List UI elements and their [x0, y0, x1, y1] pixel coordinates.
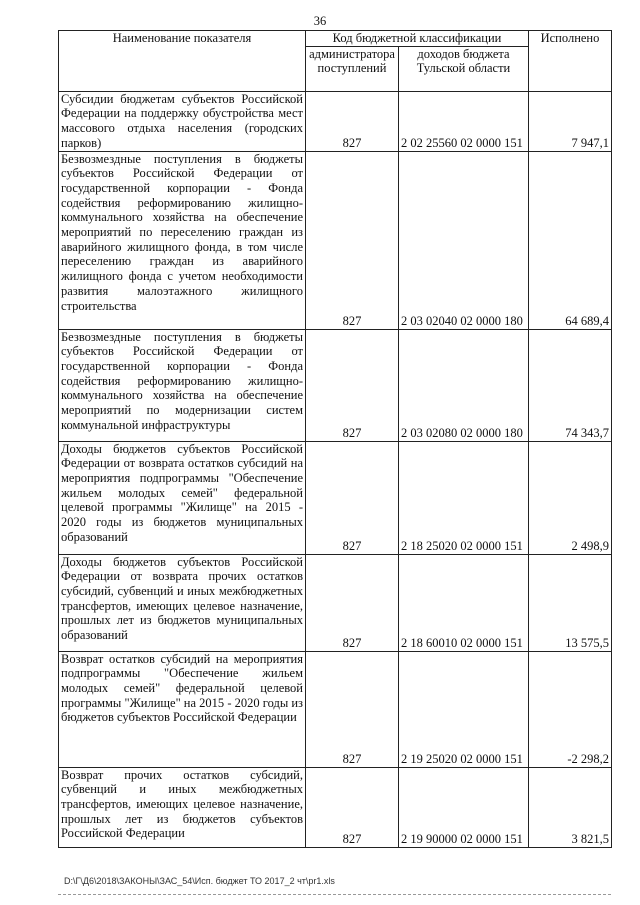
row-name: Возврат остатков субсидий на мероприятия подпрограммы "Обеспечение жильем молодых семей" федеральной целевой программы "Жилище" на 2015 - 2020 годы из бюджетов субъектов Российской Федерации	[59, 651, 306, 767]
table-body	[59, 91, 612, 847]
row-name: Возврат прочих остатков субсидий, субвенций и иных межбюджетных трансфертов, имеющих целевое назначение, прошлых лет из бюджетов субъектов Российской Федерации	[59, 767, 306, 847]
row-name: Субсидии бюджетам субъектов Российской Федерации на поддержку обустройства мест массового отдыха населения (городских парков)	[59, 91, 306, 151]
row-admin-code: 827	[306, 329, 399, 441]
row-amount: 7 947,1	[529, 91, 612, 151]
row-name: Доходы бюджетов субъектов Российской Федерации от возврата остатков субсидий на мероприятия подпрограммы "Обеспечение жильем молодых семей" федеральной целевой программы "Жилище" на 2015 - 2020 годы из бюджетов муниципальных образований	[59, 441, 306, 554]
row-amount: 64 689,4	[529, 151, 612, 329]
row-revenue-code: 2 19 25020 02 0000 151	[399, 651, 529, 767]
row-amount: -2 298,2	[529, 651, 612, 767]
row-admin-code: 827	[306, 151, 399, 329]
header-row-top	[59, 31, 612, 47]
footer-file-path: D:\Г\Д6\2018\ЗАКОНЫ\ЗАС_54\Исп. бюджет ТО 2017_2 чт\pr1.xls	[64, 876, 335, 886]
row-name: Безвозмездные поступления в бюджеты субъектов Российской Федерации от государственной корпорации - Фонда содействия реформированию жилищно-коммунального хозяйства на обеспечение мероприятий по переселению граждан из аварийного жилищного фонда, в том числе переселению граждан из аварийного жилищного фонда с учетом необходимости развития малоэтажного жилищного строительства	[59, 151, 306, 329]
row-admin-code: 827	[306, 767, 399, 847]
row-admin-code: 827	[306, 554, 399, 651]
table-row	[59, 329, 612, 441]
budget-table	[58, 30, 612, 848]
row-name: Безвозмездные поступления в бюджеты субъектов Российской Федерации от государственной корпорации - Фонда содействия реформированию жилищно-коммунального хозяйства на обеспечение мероприятий по модернизации систем коммунальной инфраструктуры	[59, 329, 306, 441]
row-admin-code: 827	[306, 651, 399, 767]
header-name: Наименование показателя	[59, 31, 306, 92]
table-row	[59, 651, 612, 767]
row-amount: 3 821,5	[529, 767, 612, 847]
row-revenue-code: 2 02 25560 02 0000 151	[399, 91, 529, 151]
table-row	[59, 767, 612, 847]
row-revenue-code: 2 03 02080 02 0000 180	[399, 329, 529, 441]
header-executed: Исполнено	[529, 31, 612, 92]
header-revenue: доходов бюджета Тульской области	[399, 46, 529, 91]
header-admin: администратора поступлений	[306, 46, 399, 91]
row-amount: 2 498,9	[529, 441, 612, 554]
bottom-divider	[58, 894, 611, 895]
row-admin-code: 827	[306, 91, 399, 151]
row-name: Доходы бюджетов субъектов Российской Федерации от возврата прочих остатков субсидий, субвенций и иных межбюджетных трансфертов, имеющих целевое назначение, прошлых лет из бюджетов муниципальных образований	[59, 554, 306, 651]
row-amount: 13 575,5	[529, 554, 612, 651]
row-revenue-code: 2 18 25020 02 0000 151	[399, 441, 529, 554]
header-code-group: Код бюджетной классификации	[306, 31, 529, 47]
table-row	[59, 151, 612, 329]
row-amount: 74 343,7	[529, 329, 612, 441]
page-number: 36	[313, 14, 327, 28]
table-row	[59, 91, 612, 151]
row-admin-code: 827	[306, 441, 399, 554]
table-row	[59, 554, 612, 651]
row-revenue-code: 2 19 90000 02 0000 151	[399, 767, 529, 847]
row-revenue-code: 2 03 02040 02 0000 180	[399, 151, 529, 329]
row-revenue-code: 2 18 60010 02 0000 151	[399, 554, 529, 651]
table-row	[59, 441, 612, 554]
table-header	[59, 31, 612, 92]
